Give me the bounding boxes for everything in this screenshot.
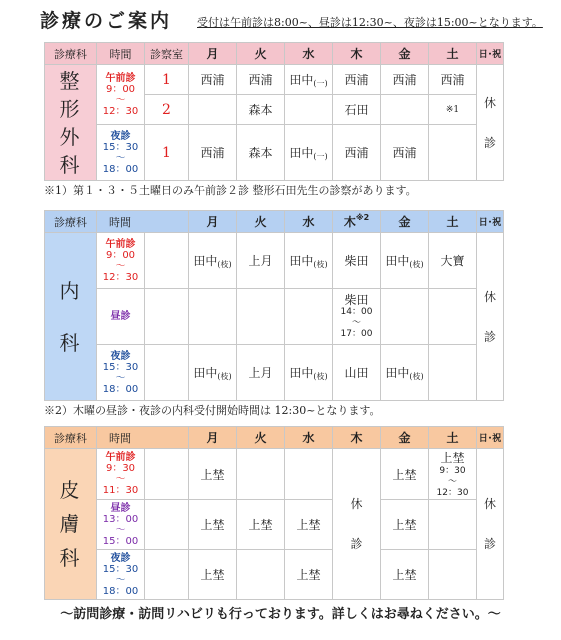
cell: 田中(一) [285,125,333,181]
cell: 山田 [333,345,381,401]
cell: 森本 [237,125,285,181]
header-mon: 月 [189,43,237,65]
cell: 田中(枝) [189,233,237,289]
holiday-closed: 休 診 [477,65,504,181]
header-sat: 土 [429,43,477,65]
cell: 田中(枝) [285,233,333,289]
header-tue: 火 [237,43,285,65]
cell: 上月 [237,345,285,401]
cell [429,289,477,345]
cell: 森本 [237,95,285,125]
header-mon: 月 [189,211,237,233]
cell: 上埜 [189,449,237,500]
cell: 柴田 [333,233,381,289]
cell [285,95,333,125]
cell: 田中(枝) [285,345,333,401]
cell: 上埜 [381,550,429,600]
cell [145,500,189,550]
header-tue: 火 [237,211,285,233]
header-sat: 土 [429,427,477,449]
dept-orthopedics: 整 形 外 科 [45,65,97,181]
time-morning: 午前診 9：00 〜 12：30 [97,65,145,125]
header-wed: 水 [285,211,333,233]
room-number: 1 [145,65,189,95]
cell: 田中(枝) [381,345,429,401]
cell: 西浦 [381,65,429,95]
cell: 西浦 [429,65,477,95]
header-dept: 診療科 [45,211,97,233]
cell: 上埜 [189,500,237,550]
cell: 西浦 [189,125,237,181]
cell: 上埜 9：30 〜 12：30 [429,449,477,500]
reception-hours-note: 受付は午前診は8:00~、昼診は12:30~、夜診は15:00~となります。 [197,16,543,29]
cell: 上埜 [285,550,333,600]
footer-note: 〜訪問診療・訪問リハビリも行っております。詳しくはお尋ねください。〜 [60,607,501,622]
room-number: 1 [145,125,189,181]
orthopedics-table [44,42,504,181]
header-wed: 水 [285,427,333,449]
cell [285,289,333,345]
time-evening: 夜診 15：30 〜 18：00 [97,125,145,181]
header-mon: 月 [189,427,237,449]
cell: 田中(枝) [189,345,237,401]
holiday-closed: 休 診 [477,233,504,401]
cell [145,289,189,345]
cell: 田中(枝) [381,233,429,289]
header-thu: 木 [333,427,381,449]
cell: 大寶 [429,233,477,289]
holiday-closed: 休 診 [477,449,504,600]
cell [429,500,477,550]
cell [189,289,237,345]
cell [237,289,285,345]
thursday-closed: 休 診 [333,449,381,600]
cell [237,550,285,600]
header-sat: 土 [429,211,477,233]
header-room: 診察室 [145,43,189,65]
header-fri: 金 [381,427,429,449]
header-holiday: 日･祝 [477,427,504,449]
header-thu: 木 [333,43,381,65]
header-fri: 金 [381,43,429,65]
dept-dermatology: 皮 膚 科 [45,449,97,600]
time-morning: 午前診 9：30 〜 11：30 [97,449,145,500]
cell: 西浦 [333,65,381,95]
cell: 西浦 [189,65,237,95]
internal-footnote: ※2）木曜の昼診・夜診の内科受付開始時間は 12:30~となります。 [44,404,381,417]
time-evening: 夜診 15：30 〜 18：00 [97,550,145,600]
header-holiday: 日･祝 [477,211,504,233]
cell [381,95,429,125]
page-title: 診療のご案内 [40,10,173,32]
cell: 西浦 [237,65,285,95]
header-time: 時間 [97,427,189,449]
cell: 上月 [237,233,285,289]
cell: 上埜 [381,449,429,500]
cell [429,345,477,401]
header-tue: 火 [237,427,285,449]
time-morning: 午前診 9：00 〜 12：30 [97,233,145,289]
time-noon: 昼診 13：00 〜 15：00 [97,500,145,550]
cell: 上埜 [237,500,285,550]
header-thu: 木$^{※2}$ [333,211,381,233]
header-dept: 診療科 [45,43,97,65]
dermatology-table [44,426,504,600]
cell [429,550,477,600]
header-wed: 水 [285,43,333,65]
cell [285,449,333,500]
cell: 上埜 [189,550,237,600]
header-fri: 金 [381,211,429,233]
time-evening: 夜診 15：30 〜 18：00 [97,345,145,401]
cell: 石田 [333,95,381,125]
room-number: 2 [145,95,189,125]
header-holiday: 日･祝 [477,43,504,65]
cell [381,289,429,345]
header-dept: 診療科 [45,427,97,449]
dept-internal: 内 科 [45,233,97,401]
cell [145,233,189,289]
cell: ※1 [429,95,477,125]
time-noon: 昼診 [97,289,145,345]
cell [145,449,189,500]
cell: 田中(一) [285,65,333,95]
cell [429,125,477,181]
cell: 上埜 [381,500,429,550]
cell: 上埜 [285,500,333,550]
cell [237,449,285,500]
cell [145,345,189,401]
cell [145,550,189,600]
internal-medicine-table [44,210,504,401]
header-time: 時間 [97,211,189,233]
cell [189,95,237,125]
ortho-footnote: ※1）第１・３・５土曜日のみ午前診２診 整形石田先生の診察があります。 [44,184,417,197]
cell: 柴田 14：00 〜 17：00 [333,289,381,345]
cell: 西浦 [381,125,429,181]
cell: 西浦 [333,125,381,181]
header-time: 時間 [97,43,145,65]
